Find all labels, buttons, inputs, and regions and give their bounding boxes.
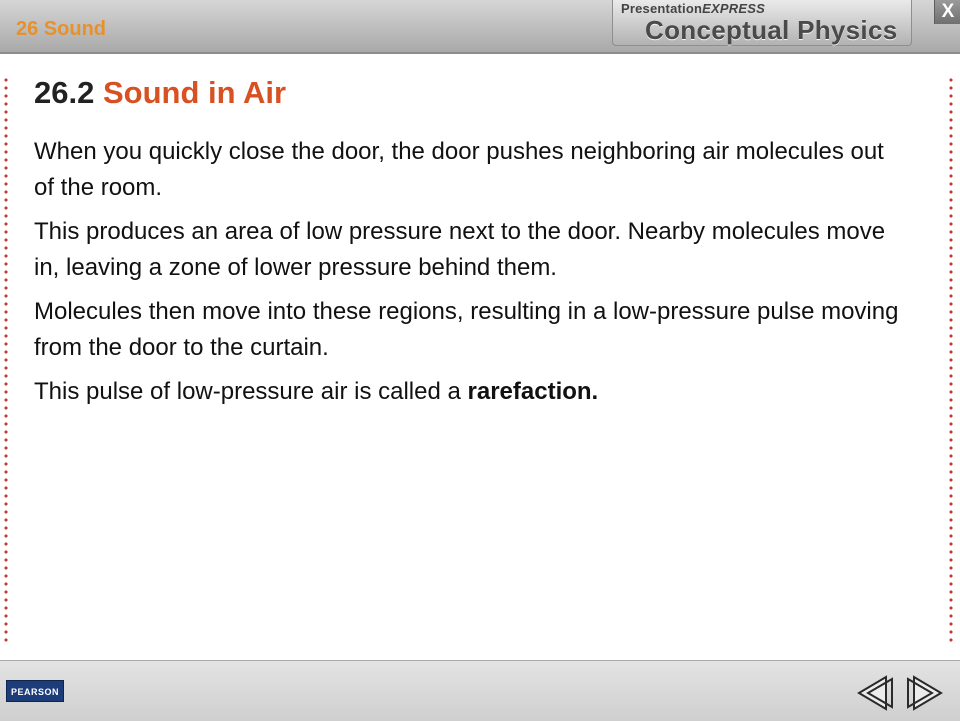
paragraph-rarefaction (34, 374, 904, 410)
brand-logo (612, 0, 912, 46)
section-title: Sound in Air (102, 75, 287, 110)
footer-bar (0, 660, 960, 721)
left-dotted-border (4, 76, 8, 646)
brand-prefix: PresentationEXPRESS (621, 1, 765, 16)
section-number: 26.2 (34, 75, 95, 110)
pearson-logo: PEARSON (6, 680, 64, 702)
right-dotted-border (949, 76, 953, 646)
header-divider (0, 52, 960, 54)
paragraph: Molecules then move into these regions, resulting in a low-pressure pulse moving from the door to the curtain. (34, 298, 899, 361)
next-slide-button[interactable] (902, 674, 944, 712)
previous-slide-button[interactable] (856, 674, 898, 712)
brand-title: Conceptual Physics (645, 15, 898, 45)
paragraph: This produces an area of low pressure next to the door. Nearby molecules move in, leaving a zone of lower pressure behind them. (34, 218, 886, 281)
next-slide-icon (902, 674, 944, 712)
slide-title (34, 75, 286, 111)
slide-body (34, 134, 904, 418)
paragraph: When you quickly close the door, the door pushes neighboring air molecules out of the room. (34, 138, 884, 201)
key-term: rarefaction. (467, 378, 599, 405)
close-button[interactable]: X (934, 0, 960, 24)
chapter-label: 26 Sound (16, 18, 107, 40)
paragraph-prefix: This pulse of low-pressure air is called a (34, 378, 468, 405)
previous-slide-icon (856, 674, 898, 712)
